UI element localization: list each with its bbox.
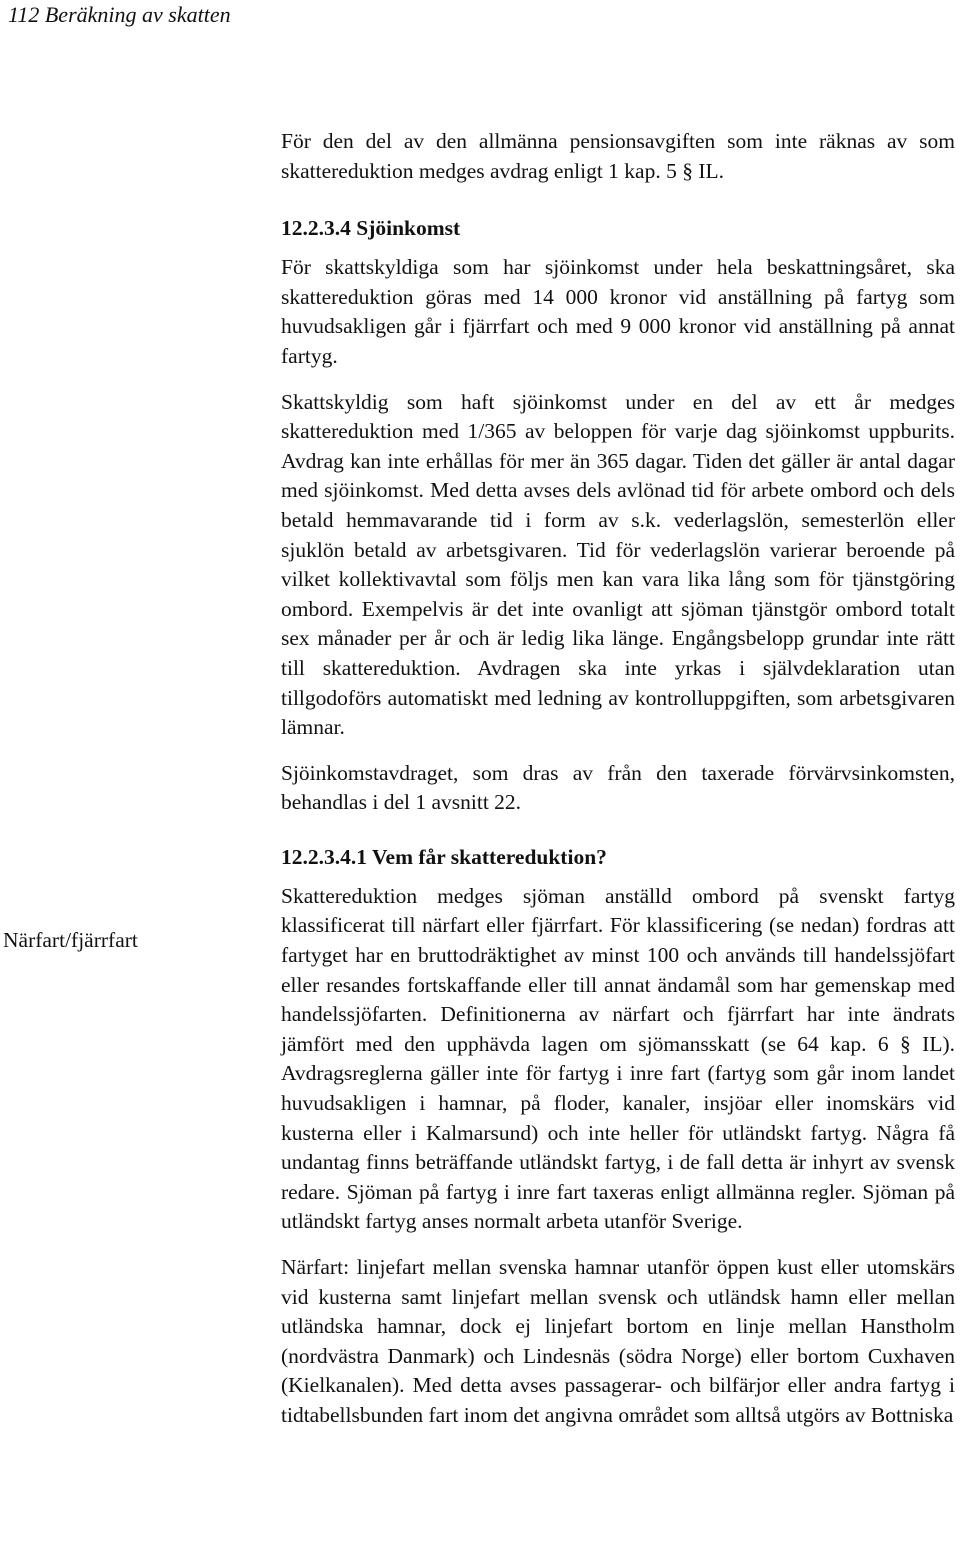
paragraph: Skattskyldig som haft sjöinkomst under en del av ett år medges skattereduktion med 1/365 av beloppen för varje dag sjöinkomst uppburits. Avdrag kan inte erhållas för mer än 365 dagar. Tiden det gäller är antal dagar med sjöinkomst. Med detta avses dels avlönad tid för arbete ombord och dels betald hemmavarande tid i form av s.k. vederlagslön, semesterlön eller sjuklön betald av arbetsgivaren. Tid för vederlagslön varierar beroende på vilket kollektivavtal som följs men kan vara lika lång som för tjänstgöring ombord. Exempelvis är det inte ovanligt att sjöman tjänstgör ombord totalt sex månader per år och är ledig lika länge. Engångsbelopp grundar inte rätt till skattereduktion. Avdragen ska inte yrkas i självdeklaration utan tillgodoförs automatiskt med ledning av kontrolluppgiften, som arbetsgivaren lämnar. <box>281 389 955 740</box>
section-heading-sjoinkomst: 12.2.3.4 Sjöinkomst <box>281 216 461 241</box>
page-header: 112 Beräkning av skatten <box>8 2 231 27</box>
paragraph: För skattskyldiga som har sjöinkomst under hela beskattningsåret, ska skattereduktion göras med 14 000 kronor vid anställning på fartyg som huvudsakligen går i fjärrfart och med 9 000 kronor vid anställning på annat fartyg. <box>281 255 955 368</box>
intro-paragraph: För den del av den allmänna pensionsavgiften som inte räknas av som skattereduktion medges avdrag enligt 1 kap. 5 § IL. <box>281 129 955 183</box>
paragraph: Närfart: linjefart mellan svenska hamnar utanför öppen kust eller utomskärs vid kusterna samt linjefart mellan svensk och utländsk hamn eller mellan utländska hamnar, dock ej linjefart bortom en linje mellan Hanstholm (nordvästra Danmark) och Lindesnäs (södra Norge) eller bortom Cuxhaven (Kielkanalen). Med detta avses passagerar- och bilfärjor eller andra fartyg i tidtabellsbunden fart inom det angivna området som alltså utgörs av Bottniska <box>281 1255 955 1427</box>
paragraph: Skattereduktion medges sjöman anställd ombord på svenskt fartyg klassificerat till närfart eller fjärrfart. För klassificering (se nedan) fordras att fartyget har en bruttodräktighet av minst 100 och används till handelssjöfart eller resandes fortskaffande eller till annat ändamål som har gemenskap med handelssjöfarten. Definitionerna av närfart och fjärrfart har inte ändrats jämfört med den upphävda lagen om sjömansskatt (se 64 kap. 6 § IL). Avdragsreglerna gäller inte för fartyg i inre fart (fartyg som går inom landet huvudsakligen i hamnar, på floder, kanaler, insjöar eller inomskärs vid kusterna eller i Kalmarsund) och inte heller för utländskt fartyg. Några få undantag finns beträffande utländskt fartyg, i de fall detta är inhyrt av svensk redare. Sjöman på fartyg i inre fart taxeras enligt allmänna regler. Sjöman på utländskt fartyg anses normalt arbeta utanför Sverige. <box>281 883 955 1234</box>
margin-heading: Närfart/fjärrfart <box>3 928 138 952</box>
paragraph: Sjöinkomstavdraget, som dras av från den taxerade förvärvsinkomsten, behandlas i del 1 avsnitt 22. <box>281 760 955 815</box>
subsection-heading-vem-far-skattereduktion: 12.2.3.4.1 Vem får skattereduktion? <box>281 844 607 869</box>
main-content <box>281 127 955 1431</box>
